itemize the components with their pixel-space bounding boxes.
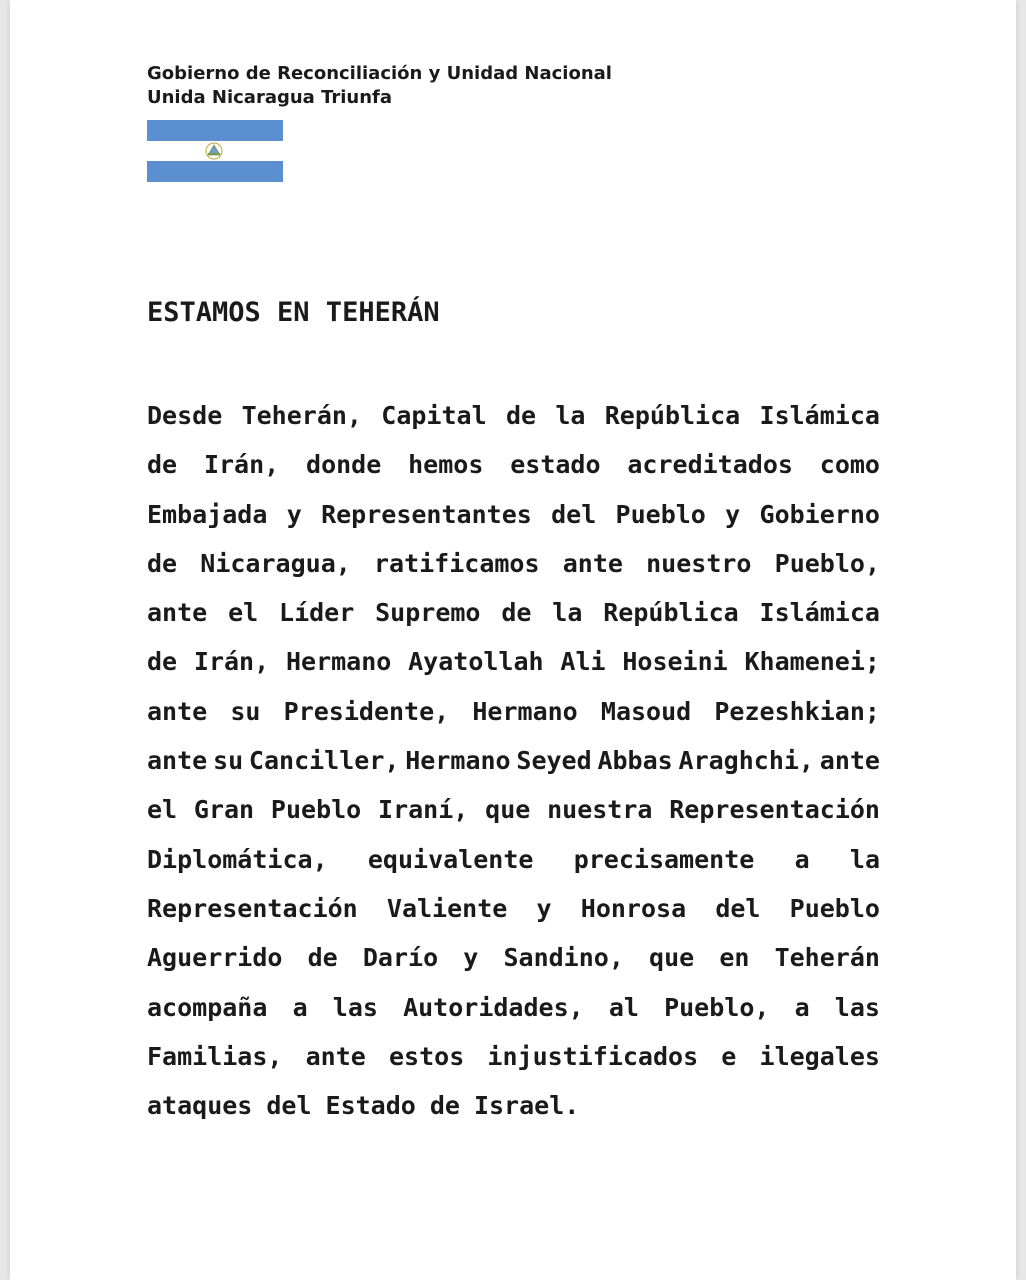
body-word: ante (305, 1041, 366, 1071)
body-line (147, 391, 880, 440)
body-word: que (649, 943, 695, 973)
body-word: de (147, 450, 178, 480)
body-word: acreditados (627, 450, 793, 480)
body-word: la (555, 401, 586, 430)
body-word: ante (147, 696, 208, 726)
body-word: de (307, 943, 338, 973)
body-line (147, 637, 880, 686)
body-word: Israel. (473, 1091, 580, 1121)
body-word: equivalente (367, 844, 534, 874)
body-word: de (429, 1091, 460, 1121)
body-word: República (604, 401, 741, 430)
body-word: Representación (147, 893, 358, 923)
body-word: Araghchi, (678, 746, 814, 776)
body-word: Desde (147, 401, 223, 430)
letterhead-slogan: Unida Nicaragua Triunfa (147, 87, 393, 108)
body-word: Hermano (285, 647, 392, 677)
body-word: del (715, 893, 761, 923)
body-word: Estado (325, 1091, 416, 1121)
body-word: las (332, 992, 378, 1022)
body-word: Khamenei; (744, 647, 880, 677)
body-word: Autoridades, (403, 992, 584, 1022)
body-word: Gobierno (759, 499, 880, 529)
body-word: y (725, 499, 741, 529)
body-word: Iraní, (378, 795, 469, 825)
body-word: de (147, 647, 178, 677)
body-word: Ayatollah (408, 647, 544, 677)
body-word: República (603, 598, 739, 628)
body-word: Canciller, (248, 746, 400, 776)
body-word: del (551, 499, 597, 529)
body-word: el (147, 795, 178, 825)
body-word: Familias, (147, 1041, 283, 1071)
body-word: estos (389, 1041, 465, 1071)
body-word: Capital (381, 401, 487, 430)
body-word: Islámica (759, 401, 880, 430)
body-word: que (485, 795, 531, 825)
body-word: Gran (193, 795, 255, 825)
body-word: Teherán (774, 943, 880, 973)
body-word: ante (562, 548, 623, 578)
body-word: nuestra (547, 795, 653, 825)
body-word: Representación (669, 795, 880, 825)
body-word: Nicaragua, (200, 548, 351, 578)
body-word: Supremo (375, 598, 481, 628)
body-word: Irán, (193, 647, 270, 677)
body-word: e (721, 1041, 737, 1071)
body-word: hemos (408, 450, 484, 480)
body-word: nuestro (646, 548, 752, 578)
body-word: injustificados (487, 1041, 699, 1071)
body-word: Embajada (147, 499, 268, 529)
body-word: ante (147, 598, 208, 628)
body-word: Teherán, (241, 401, 362, 430)
body-word: las (834, 992, 880, 1022)
body-word: donde (306, 450, 382, 480)
body-word: ante (819, 746, 880, 776)
body-word: Pueblo (789, 893, 880, 923)
body-line (147, 1032, 880, 1081)
body-line (147, 490, 880, 539)
body-word: Líder (279, 598, 355, 628)
body-word: en (719, 943, 750, 973)
body-word: Sandino, (503, 943, 624, 973)
body-word: Pueblo (270, 795, 362, 825)
body-word: precisamente (573, 844, 755, 874)
body-line (147, 588, 880, 637)
nicaragua-flag-icon (147, 120, 283, 182)
body-word: la (849, 844, 880, 874)
body-word: Representantes (321, 499, 532, 529)
body-word: Hoseini (622, 647, 728, 677)
document-page (10, 0, 1016, 1280)
body-word: Ali (560, 647, 606, 677)
body-word: a (794, 844, 810, 874)
body-word: Islámica (759, 598, 880, 628)
body-word: y (536, 893, 552, 923)
body-paragraph (147, 391, 880, 1130)
body-word: Hermano (472, 696, 578, 726)
body-line (147, 983, 880, 1032)
body-word: el (228, 598, 259, 628)
body-word: Valiente (386, 893, 508, 923)
body-line (147, 785, 880, 834)
body-line (147, 933, 880, 982)
body-word: Hermano (405, 746, 511, 776)
body-word: la (552, 598, 583, 628)
body-line (147, 884, 880, 933)
body-word: Darío (362, 943, 439, 973)
body-word: Seyed (516, 746, 592, 776)
body-word: Diplomática, (147, 844, 328, 874)
body-word: de (501, 598, 532, 628)
body-word: Masoud (600, 696, 692, 726)
body-line (147, 539, 880, 588)
body-word: estado (510, 450, 601, 480)
body-word: al (608, 992, 639, 1022)
body-word: de (505, 401, 537, 430)
body-word: Pueblo, (774, 548, 880, 578)
body-word: a (292, 992, 308, 1022)
body-word: Pueblo (615, 499, 706, 529)
body-word: Abbas (597, 746, 673, 776)
body-word: del (266, 1091, 312, 1121)
letterhead (147, 62, 612, 110)
body-line (147, 835, 880, 884)
body-word: su (213, 746, 244, 776)
body-line (147, 1081, 880, 1130)
body-word: Aguerrido (147, 943, 283, 973)
body-word: Irán, (203, 450, 280, 480)
body-word: y (286, 499, 302, 529)
body-word: y (463, 943, 479, 973)
body-word: ratificamos (373, 548, 540, 578)
body-line (147, 687, 880, 736)
body-word: Pezeshkian; (714, 696, 880, 726)
body-word: Pueblo, (664, 992, 770, 1022)
body-word: a (794, 992, 810, 1022)
body-word: acompaña (147, 992, 268, 1022)
body-word: Honrosa (580, 893, 687, 923)
body-word: ilegales (759, 1041, 880, 1071)
body-word: de (147, 548, 178, 578)
body-word: Presidente, (283, 696, 450, 726)
body-word: su (230, 696, 261, 726)
body-word: ataques (147, 1091, 253, 1121)
document-title: ESTAMOS EN TEHERÁN (147, 297, 440, 328)
body-word: como (819, 450, 880, 480)
body-word: ante (147, 746, 208, 776)
body-line (147, 736, 880, 785)
body-line (147, 440, 880, 489)
letterhead-government: Gobierno de Reconciliación y Unidad Nacional (147, 63, 612, 84)
